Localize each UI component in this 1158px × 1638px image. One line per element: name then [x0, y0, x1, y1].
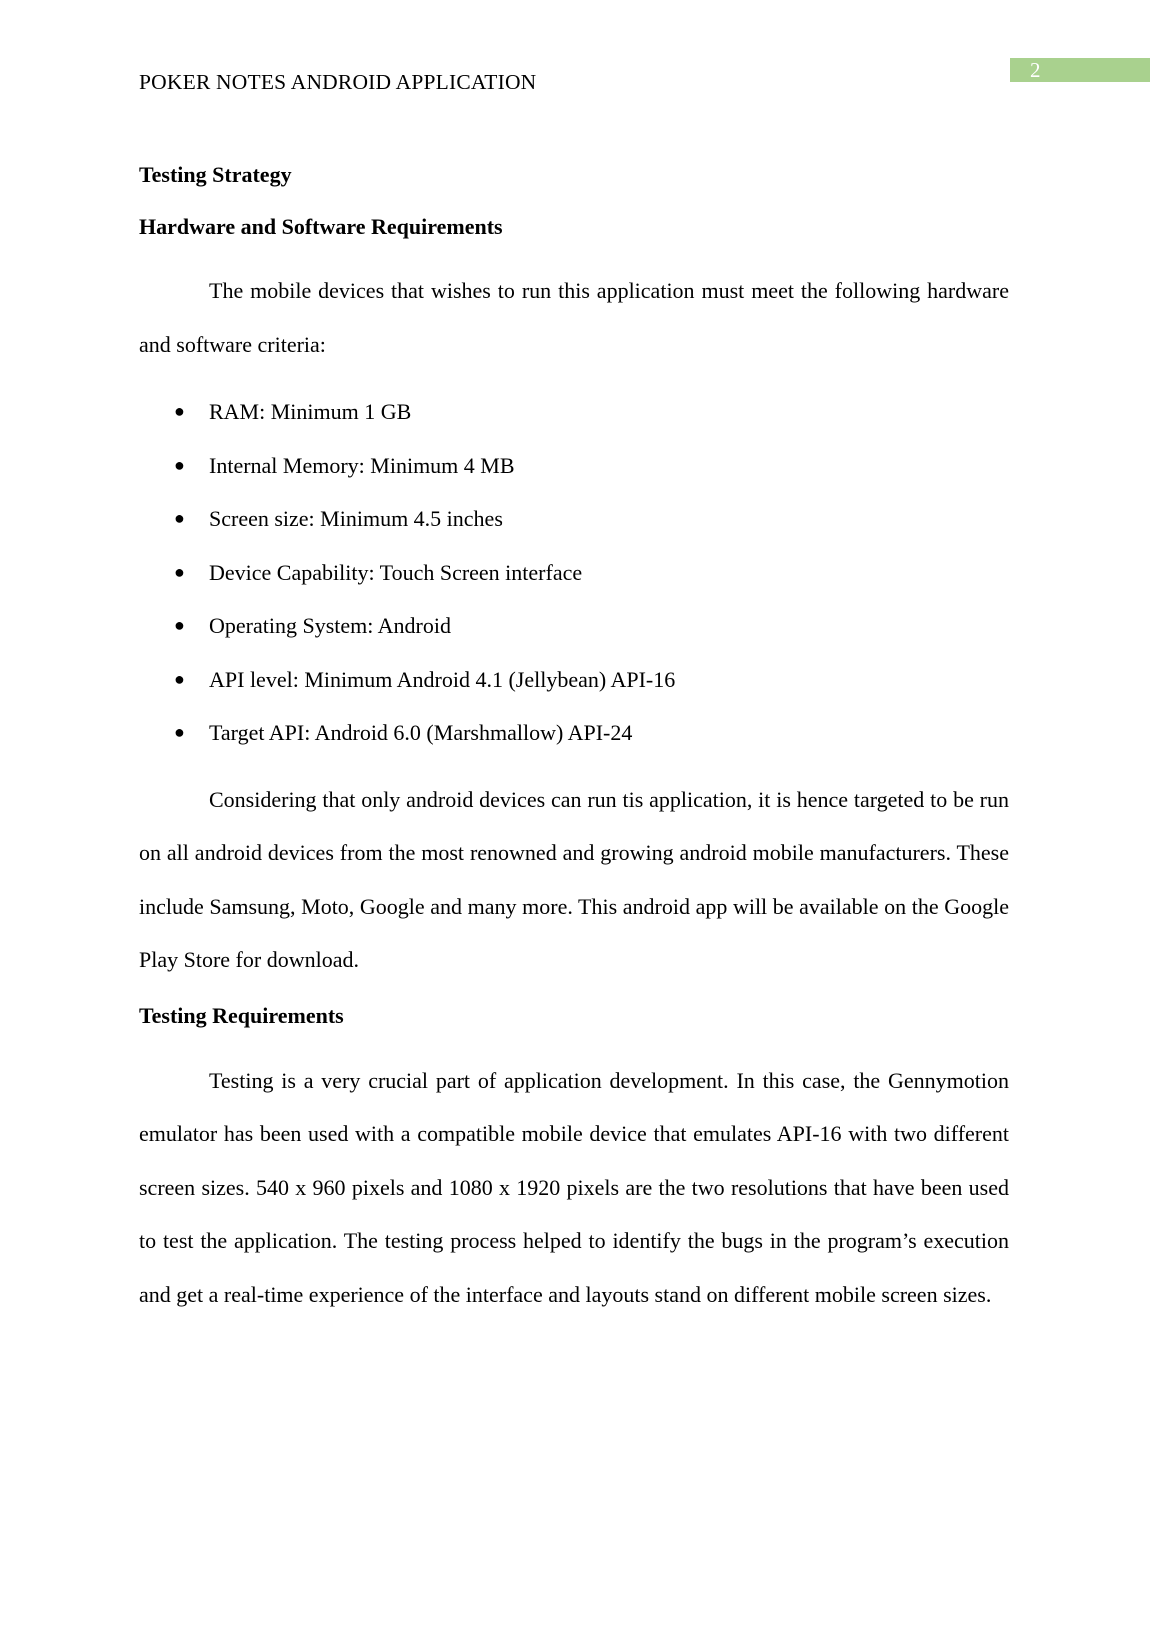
list-item — [139, 492, 1009, 546]
bullet-icon: ● — [174, 561, 185, 582]
page-number: 2 — [1030, 58, 1041, 82]
list-item-text: Operating System: Android — [209, 613, 451, 638]
list-item-text: API level: Minimum Android 4.1 (Jellybean) API-16 — [209, 666, 676, 692]
intro-paragraph: The mobile devices that wishes to run this application must meet the following hardware and software criteria: — [139, 278, 1009, 357]
considering-paragraph: Considering that only android devices can run tis application, it is hence targeted to be run on all android devices from the most renowned and growing android mobile manufacturers. These include Samsung, Moto, Google and many more. This android app will be available on the Google Play Store for download. — [139, 786, 1009, 972]
list-item — [139, 385, 1009, 439]
list-item — [139, 439, 1009, 493]
list-item — [139, 706, 1009, 760]
bullet-icon: ● — [174, 615, 185, 635]
testing-paragraph: Testing is a very crucial part of application development. In this case, the Gennymotion emulator has been used with a compatible mobile device that emulates API-16 with two different screen sizes. 540 x 960 pixels and 1080 x 1920 pixels are the two resolutions that have been used to test the application. The testing process helped to identify the bugs in the program’s execution and get a real-time experience of the interface and layouts stand on different mobile screen sizes. — [139, 1067, 1009, 1307]
list-item — [139, 653, 1009, 707]
bullet-icon: ● — [174, 508, 185, 528]
document-body — [139, 160, 1009, 1321]
bullet-icon: ● — [174, 668, 185, 689]
list-item-text: RAM: Minimum 1 GB — [209, 399, 412, 424]
list-item-text: Screen size: Minimum 4.5 inches — [209, 506, 503, 531]
bullet-icon: ● — [174, 454, 185, 475]
list-item-text: Internal Memory: Minimum 4 MB — [209, 452, 515, 478]
bullet-icon: ● — [174, 401, 185, 421]
requirements-list — [139, 385, 1009, 760]
list-item-text: Device Capability: Touch Screen interface — [209, 559, 583, 585]
bullet-icon: ● — [174, 722, 185, 742]
heading-hardware-software-requirements: Hardware and Software Requirements — [139, 214, 503, 239]
list-item — [139, 546, 1009, 600]
heading-testing-strategy: Testing Strategy — [139, 162, 292, 187]
list-item-text: Target API: Android 6.0 (Marshmallow) API-24 — [209, 720, 633, 745]
running-head: POKER NOTES ANDROID APPLICATION — [139, 70, 537, 94]
heading-testing-requirements: Testing Requirements — [139, 1002, 344, 1028]
page-number-bar — [1010, 58, 1150, 82]
list-item — [139, 599, 1009, 653]
